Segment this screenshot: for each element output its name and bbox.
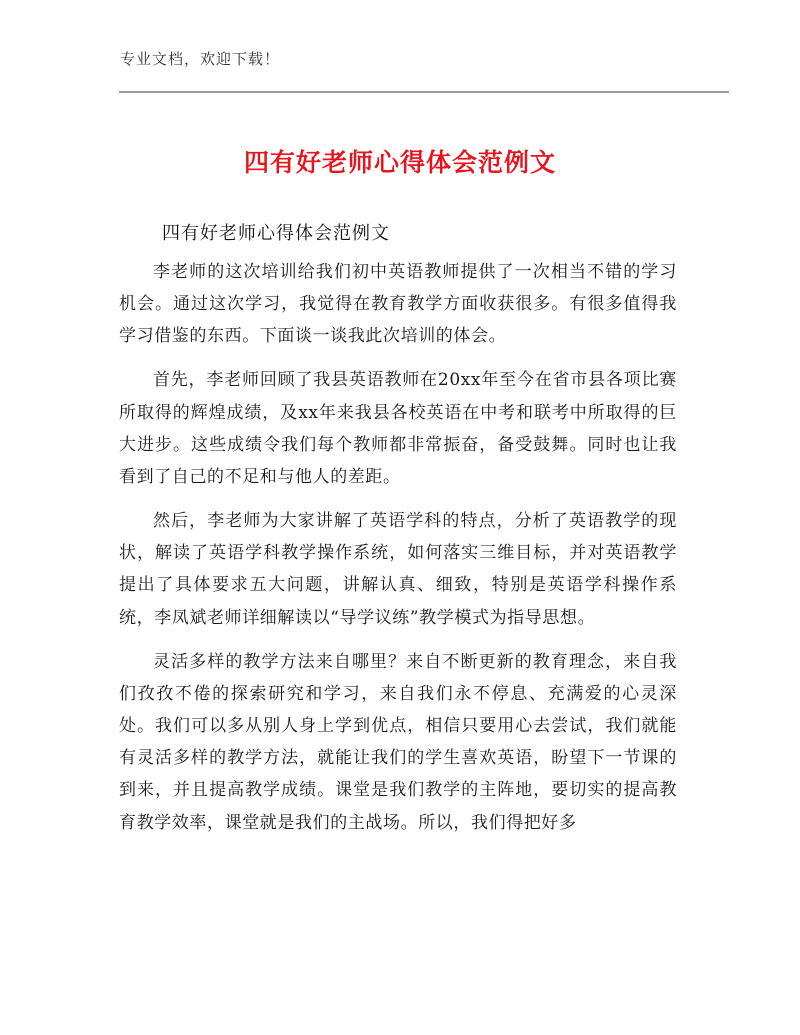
paragraph: 灵活多样的教学方法来自哪里？来自不断更新的教育理念，来自我们孜孜不倦的探索研究和学习，来自我们永不停息、充满爱的心灵深处。我们可以多从别人身上学到优点，相信只要用心去尝试，我们就能有灵活多样的教学方法，就能让我们的学生喜欢英语，盼望下一节课的到来，并且提高教学成绩。课堂是我们教学的主阵地，要切实的提高教育教学效率，课堂就是我们的主战场。所以，我们得把好多 (119, 651, 677, 833)
paragraph: 首先，李老师回顾了我县英语教师在20xx年至今在省市县各项比赛所取得的辉煌成绩，及xx年来我县各校英语在中考和联考中所取得的巨大进步。这些成绩令我们每个教师都非常振奋，备受鼓舞。同时也让我看到了自己的不足和与他人的差距。 (119, 370, 677, 488)
header-note: 专业文档，欢迎下载！ (120, 50, 281, 68)
paragraph: 李老师的这次培训给我们初中英语教师提供了一次相当不错的学习机会。通过这次学习，我觉得在教育教学方面收获很多。有很多值得我学习借鉴的东西。下面谈一谈我此次培训的体会。 (119, 262, 677, 347)
document-body (119, 256, 677, 851)
header-divider (119, 91, 729, 93)
document-subtitle: 四有好老师心得体会范例文 (162, 223, 390, 244)
document-title: 四有好老师心得体会范例文 (243, 148, 556, 177)
paragraph: 然后，李老师为大家讲解了英语学科的特点，分析了英语教学的现状，解读了英语学科教学操作系统，如何落实三维目标，并对英语教学提出了具体要求五大问题，讲解认真、细致，特别是英语学科操作系统，李凤斌老师详细解读以“导学议练”教学模式为指导思想。 (119, 511, 677, 628)
